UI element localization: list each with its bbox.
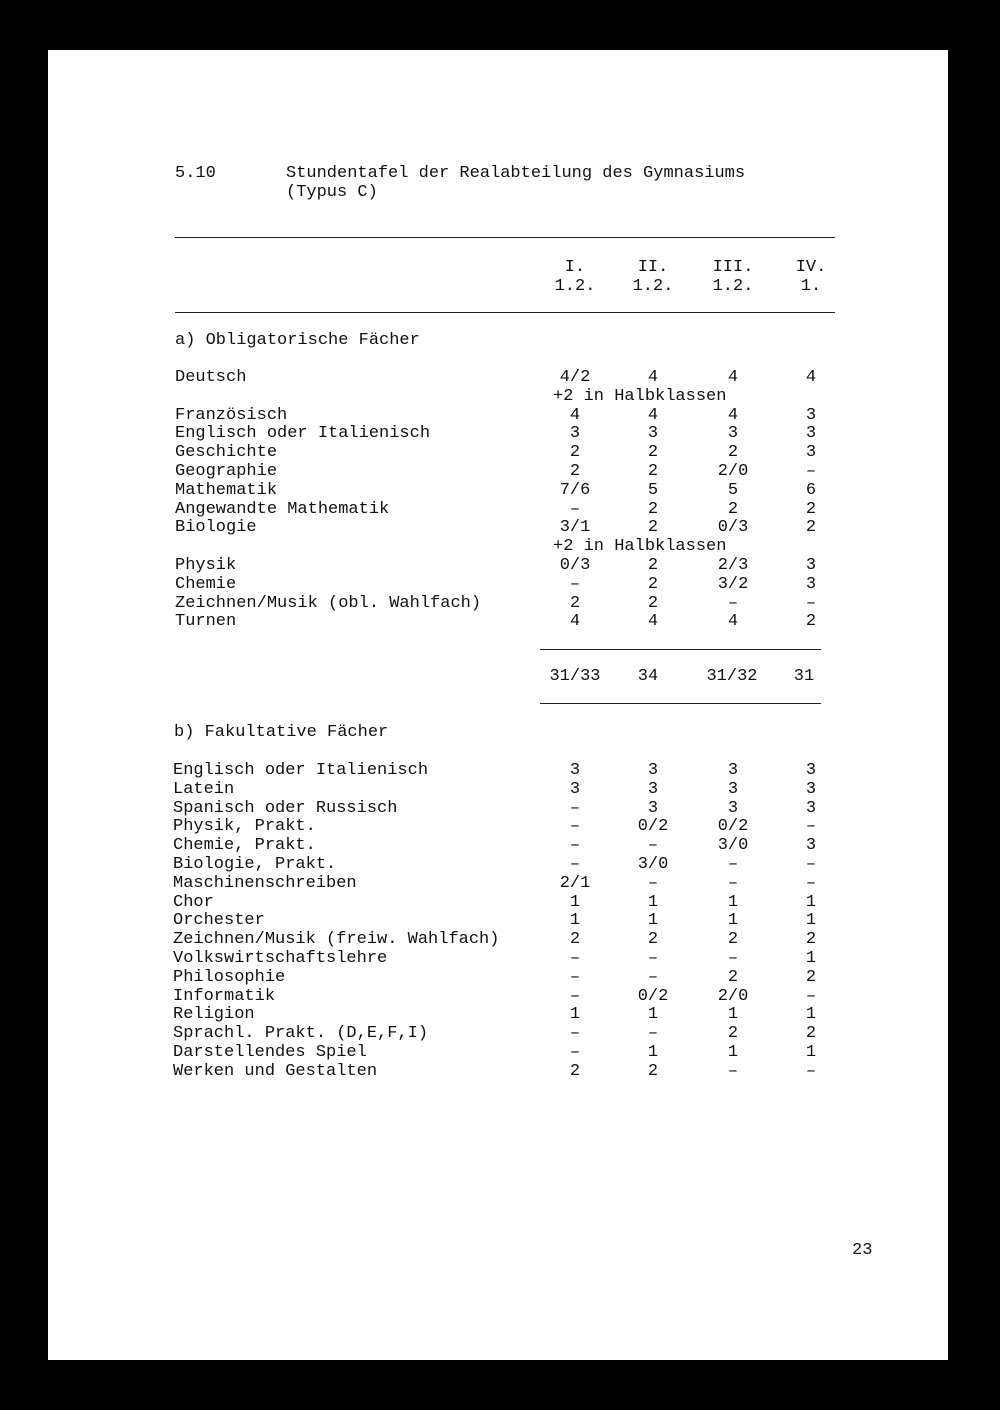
hours-cell: – [647, 949, 659, 968]
hours-cell: – [805, 462, 817, 481]
hours-cell: 1 [805, 1043, 817, 1062]
hours-cell: – [805, 873, 817, 893]
hours-cell: 2 [647, 443, 659, 463]
column-level: III. [712, 258, 754, 277]
hours-cell: – [805, 986, 817, 1006]
hours-cell: 1 [727, 1043, 739, 1062]
hours-cell: 1 [569, 1005, 581, 1025]
subject-label: Physik, Prakt. [173, 817, 316, 837]
subject-label: Deutsch [175, 368, 247, 387]
hours-cell: 2 [569, 443, 581, 463]
hours-cell: 4 [647, 405, 659, 425]
total-cell: 34 [637, 667, 659, 686]
total-cell: 31 [793, 667, 815, 686]
subject-label: Französisch [175, 405, 288, 425]
page-number: 23 [852, 1241, 873, 1260]
column-years: 1.2. [632, 277, 674, 296]
subject-label: Religion [173, 1005, 255, 1025]
hours-cell: – [805, 855, 817, 874]
subject-label: Werken und Gestalten [173, 1061, 378, 1081]
column-years: 1.2. [712, 277, 754, 296]
hours-cell: 2 [647, 462, 659, 481]
hours-cell: 4 [727, 612, 739, 632]
subject-label: Latein [173, 779, 235, 799]
hours-cell: 1 [727, 892, 739, 912]
hours-cell: – [805, 817, 817, 837]
hours-cell: 3 [727, 761, 739, 780]
hours-cell: 2 [805, 1024, 817, 1044]
subject-label: Chemie [175, 574, 237, 594]
hours-cell: 3 [569, 761, 581, 780]
subject-label: Orchester [173, 911, 265, 931]
hours-cell: – [569, 967, 581, 987]
rule-header-bottom [175, 312, 835, 313]
hours-cell: 1 [727, 911, 739, 931]
hours-cell: 2 [647, 574, 659, 594]
subject-label: Englisch oder Italienisch [175, 424, 431, 444]
hours-cell: – [647, 967, 659, 987]
hours-cell: 1 [647, 892, 659, 912]
hours-cell: 3 [727, 798, 739, 818]
hours-cell: 2 [569, 593, 581, 613]
hours-cell: 0/3 [717, 518, 749, 538]
hours-cell: 3 [647, 424, 659, 444]
column-years: 1.2. [554, 277, 596, 296]
hours-cell: – [727, 873, 739, 893]
hours-cell: 3/0 [637, 855, 669, 874]
subject-label: Chemie, Prakt. [173, 836, 316, 856]
hours-cell: 2 [647, 556, 659, 575]
hours-cell: 3 [805, 836, 817, 856]
subject-label: Maschinenschreiben [173, 873, 357, 893]
hours-cell: 2 [727, 967, 739, 987]
hours-cell: 3 [805, 556, 817, 575]
hours-cell: 1 [569, 892, 581, 912]
hours-cell: 2 [647, 930, 659, 950]
hours-cell: 2 [805, 499, 817, 519]
total-cell: 31/33 [549, 667, 601, 686]
subject-label: Darstellendes Spiel [173, 1043, 367, 1062]
hours-cell: – [569, 1043, 581, 1062]
hours-cell: 3 [569, 779, 581, 799]
subject-label: Philosophie [173, 967, 286, 987]
hours-cell: 2 [727, 1024, 739, 1044]
hours-cell: 3 [727, 424, 739, 444]
section-number: 5.10 [175, 164, 216, 183]
hours-cell: 3 [805, 574, 817, 594]
column-level: I. [564, 258, 586, 277]
hours-cell: 2 [727, 443, 739, 463]
hours-cell: 3 [569, 424, 581, 444]
hours-cell: 6 [805, 480, 817, 500]
page-subtitle: (Typus C) [286, 183, 378, 202]
hours-cell: 3 [647, 779, 659, 799]
hours-cell: 2 [647, 499, 659, 519]
hours-cell: 5 [727, 480, 739, 500]
hours-cell: 4 [727, 405, 739, 425]
hours-cell: 3/1 [559, 518, 591, 538]
hours-cell: – [569, 798, 581, 818]
hours-cell: 2 [569, 1061, 581, 1081]
hours-cell: – [569, 817, 581, 837]
hours-cell: – [727, 593, 739, 613]
hours-cell: 2 [727, 499, 739, 519]
hours-cell: 3/2 [717, 574, 749, 594]
hours-cell: 3 [805, 405, 817, 425]
hours-cell: 1 [647, 1043, 659, 1062]
total-cell: 31/32 [706, 667, 758, 686]
hours-cell: 2/0 [717, 986, 749, 1006]
hours-cell: 3 [805, 443, 817, 463]
hours-cell: 4/2 [559, 368, 591, 387]
column-level: IV. [795, 258, 827, 277]
hours-cell: 2/0 [717, 462, 749, 481]
table-note: +2 in Halbklassen [553, 537, 727, 557]
hours-cell: 1 [805, 911, 817, 931]
rule-sum-bottom [540, 703, 821, 704]
subject-label: Englisch oder Italienisch [173, 761, 429, 780]
rule-top [175, 237, 835, 238]
hours-cell: 2/3 [717, 556, 749, 575]
hours-cell: 2 [647, 518, 659, 538]
subject-label: Biologie [175, 518, 257, 538]
subject-label: Spanisch oder Russisch [173, 798, 398, 818]
hours-cell: 3 [805, 798, 817, 818]
hours-cell: 1 [805, 892, 817, 912]
hours-cell: – [569, 949, 581, 968]
subject-label: Angewandte Mathematik [175, 499, 390, 519]
hours-cell: 4 [727, 368, 739, 387]
hours-cell: – [569, 986, 581, 1006]
hours-cell: 2 [569, 930, 581, 950]
subject-label: Zeichnen/Musik (obl. Wahlfach) [175, 593, 482, 613]
hours-cell: 4 [805, 368, 817, 387]
hours-cell: 1 [647, 1005, 659, 1025]
hours-cell: 1 [647, 911, 659, 931]
hours-cell: 4 [647, 612, 659, 632]
hours-cell: 0/2 [717, 817, 749, 837]
hours-cell: 5 [647, 480, 659, 500]
hours-cell: 3 [805, 761, 817, 780]
hours-cell: 3 [647, 798, 659, 818]
hours-cell: – [727, 1061, 739, 1081]
subject-label: Chor [173, 892, 214, 912]
hours-cell: 4 [569, 405, 581, 425]
rule-sum-top [540, 649, 821, 650]
subject-label: Geschichte [175, 443, 278, 463]
hours-cell: – [805, 1061, 817, 1081]
subject-label: Zeichnen/Musik (freiw. Wahlfach) [173, 930, 500, 950]
section-a-label: a) Obligatorische Fächer [175, 331, 420, 350]
hours-cell: – [569, 836, 581, 856]
column-years: 1. [800, 277, 822, 296]
hours-cell: 1 [805, 949, 817, 968]
hours-cell: – [569, 574, 581, 594]
hours-cell: 1 [727, 1005, 739, 1025]
subject-label: Mathematik [175, 480, 278, 500]
hours-cell: – [727, 949, 739, 968]
hours-cell: 2/1 [559, 873, 591, 893]
hours-cell: – [569, 499, 581, 519]
document-page [48, 50, 948, 1360]
hours-cell: 2 [647, 593, 659, 613]
subject-label: Turnen [175, 612, 237, 632]
hours-cell: 0/3 [559, 556, 591, 575]
hours-cell: – [647, 836, 659, 856]
hours-cell: – [647, 873, 659, 893]
hours-cell: – [647, 1024, 659, 1044]
hours-cell: 3 [647, 761, 659, 780]
hours-cell: 7/6 [559, 480, 591, 500]
hours-cell: 2 [805, 518, 817, 538]
section-b-label: b) Fakultative Fächer [174, 723, 389, 742]
hours-cell: 2 [805, 930, 817, 950]
subject-label: Physik [175, 556, 237, 575]
hours-cell: 2 [569, 462, 581, 481]
page-title: Stundentafel der Realabteilung des Gymnasiums [286, 164, 746, 183]
hours-cell: 2 [647, 1061, 659, 1081]
hours-cell: 3/0 [717, 836, 749, 856]
hours-cell: 4 [647, 368, 659, 387]
hours-cell: – [805, 593, 817, 613]
hours-cell: 1 [569, 911, 581, 931]
hours-cell: 1 [805, 1005, 817, 1025]
column-level: II. [637, 258, 669, 277]
hours-cell: 3 [805, 779, 817, 799]
hours-cell: – [727, 855, 739, 874]
hours-cell: 2 [727, 930, 739, 950]
hours-cell: 2 [805, 612, 817, 632]
subject-label: Geographie [175, 462, 278, 481]
hours-cell: – [569, 1024, 581, 1044]
subject-label: Informatik [173, 986, 276, 1006]
hours-cell: 0/2 [637, 986, 669, 1006]
table-note: +2 in Halbklassen [553, 386, 727, 406]
hours-cell: – [569, 855, 581, 874]
hours-cell: 2 [805, 967, 817, 987]
subject-label: Sprachl. Prakt. (D,E,F,I) [173, 1024, 429, 1044]
hours-cell: 0/2 [637, 817, 669, 837]
subject-label: Volkswirtschaftslehre [173, 949, 388, 968]
hours-cell: 4 [569, 612, 581, 632]
subject-label: Biologie, Prakt. [173, 855, 337, 874]
hours-cell: 3 [727, 779, 739, 799]
hours-cell: 3 [805, 424, 817, 444]
